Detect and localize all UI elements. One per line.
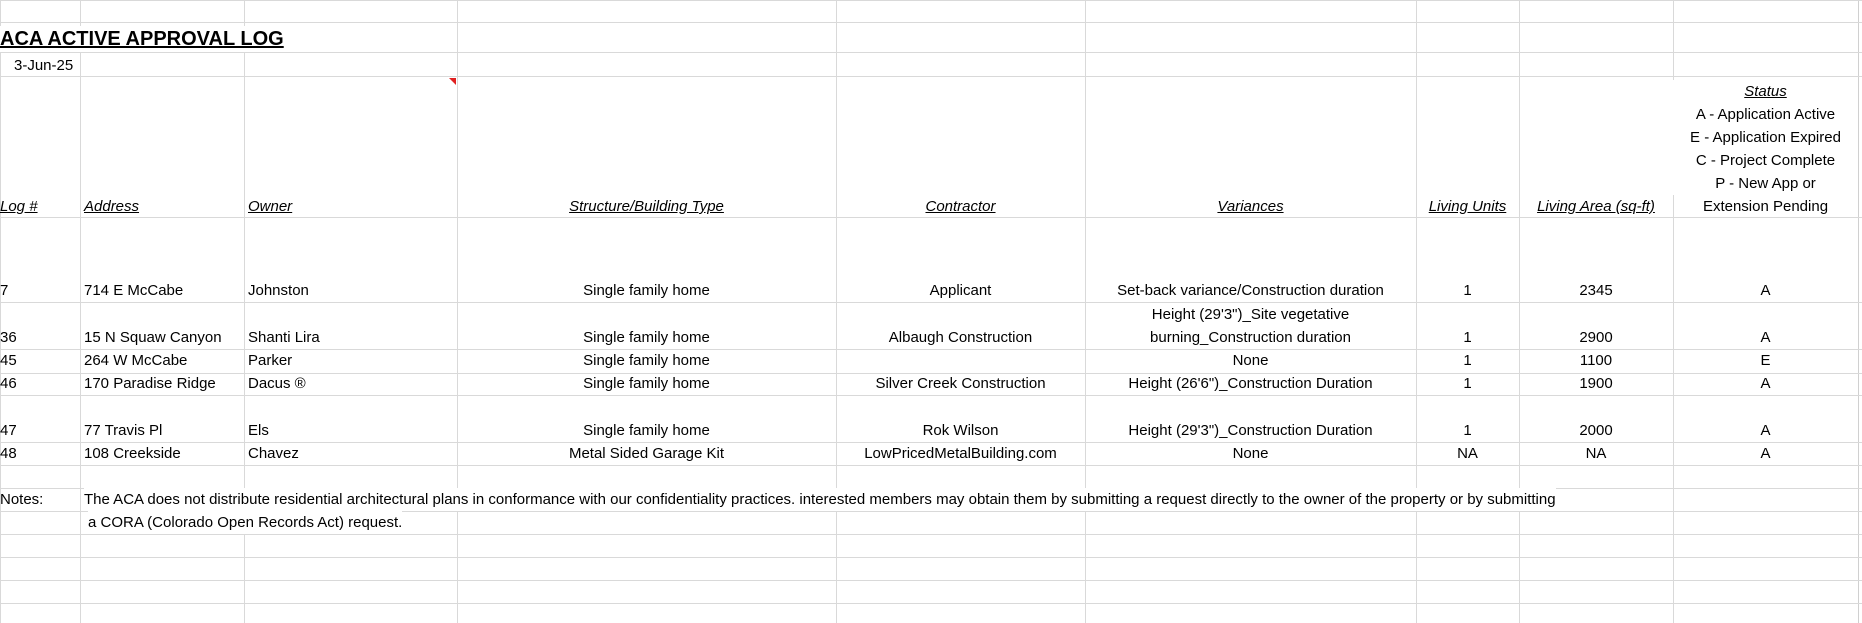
status-legend-line: E - Application Expired: [1673, 126, 1858, 149]
cell-address[interactable]: 77 Travis Pl: [84, 422, 163, 439]
cell-owner[interactable]: Chavez: [248, 445, 299, 462]
grid-line: [0, 22, 1862, 23]
cell-contractor[interactable]: LowPricedMetalBuilding.com: [864, 445, 1057, 462]
grid-line: [0, 76, 1862, 77]
comment-indicator[interactable]: [449, 78, 456, 85]
report-date[interactable]: 3-Jun-25: [14, 57, 74, 74]
cell-living-area[interactable]: 2900: [1579, 329, 1613, 346]
cell-contractor[interactable]: Albaugh Construction: [888, 329, 1033, 346]
cell-variances[interactable]: Height (29'3")_Construction Duration: [1128, 422, 1373, 439]
cell-living-units[interactable]: 1: [1463, 282, 1472, 299]
notes-text-line2[interactable]: a CORA (Colorado Open Records Act) request.: [88, 511, 402, 534]
cell-log[interactable]: 48: [0, 445, 17, 462]
cell-living-area[interactable]: 1100: [1579, 352, 1613, 369]
cell-structure[interactable]: Single family home: [583, 375, 710, 392]
grid-line: [0, 603, 1862, 604]
cell-living-units[interactable]: 1: [1463, 375, 1472, 392]
cell-status[interactable]: A: [1760, 282, 1771, 299]
cell-living-area[interactable]: 1900: [1579, 375, 1613, 392]
notes-text-line1[interactable]: The ACA does not distribute residential architectural plans in conformance with our confidentiality practices. interested members may obtain them by submitting a request directly to the owner of the property or by submitting: [84, 488, 1556, 511]
header-living-units[interactable]: Living Units: [1428, 198, 1507, 215]
grid-line: [80, 0, 81, 623]
status-legend-line: C - Project Complete: [1673, 149, 1858, 172]
cell-variances[interactable]: Height (26'6")_Construction Duration: [1128, 375, 1373, 392]
status-legend-line: Extension Pending: [1702, 198, 1829, 215]
cell-status[interactable]: A: [1760, 422, 1771, 439]
cell-owner[interactable]: Parker: [248, 352, 293, 369]
grid-line: [1519, 0, 1520, 623]
cell-status[interactable]: E: [1760, 352, 1771, 369]
cell-variances[interactable]: None: [1232, 445, 1269, 462]
grid-line: [0, 302, 1862, 303]
grid-line: [457, 0, 458, 623]
cell-log[interactable]: 7: [0, 282, 9, 299]
cell-structure[interactable]: Single family home: [583, 329, 710, 346]
cell-structure[interactable]: Single family home: [583, 352, 710, 369]
cell-variances[interactable]: None: [1232, 352, 1269, 369]
cell-contractor[interactable]: Silver Creek Construction: [875, 375, 1046, 392]
header-living-area[interactable]: Living Area (sq-ft): [1537, 198, 1655, 215]
cell-living-units[interactable]: 1: [1463, 352, 1472, 369]
grid-line: [0, 0, 1862, 1]
cell-log[interactable]: 47: [0, 422, 17, 439]
cell-living-units[interactable]: 1: [1463, 422, 1472, 439]
grid-line: [0, 580, 1862, 581]
cell-owner[interactable]: Johnston: [248, 282, 309, 299]
header-structure[interactable]: Structure/Building Type: [569, 198, 724, 215]
cell-living-units[interactable]: NA: [1457, 445, 1478, 462]
cell-log[interactable]: 45: [0, 352, 17, 369]
cell-address[interactable]: 264 W McCabe: [84, 352, 188, 369]
page-title: ACA ACTIVE APPROVAL LOG: [0, 28, 284, 50]
cell-status[interactable]: A: [1760, 445, 1771, 462]
cell-owner[interactable]: Dacus ®: [248, 375, 306, 392]
grid-line: [836, 0, 837, 623]
cell-log[interactable]: 46: [0, 375, 17, 392]
grid-line: [0, 534, 1862, 535]
cell-living-area[interactable]: NA: [1585, 445, 1607, 462]
cell-variances[interactable]: Set-back variance/Construction duration: [1117, 282, 1384, 299]
cell-address[interactable]: 170 Paradise Ridge: [84, 375, 216, 392]
header-log[interactable]: Log #: [0, 198, 38, 215]
header-variances[interactable]: Variances: [1217, 198, 1284, 215]
cell-living-units[interactable]: 1: [1463, 329, 1472, 346]
cell-status[interactable]: A: [1760, 329, 1771, 346]
cell-status[interactable]: A: [1760, 375, 1771, 392]
grid-line: [0, 557, 1862, 558]
header-owner[interactable]: Owner: [248, 198, 293, 215]
cell-variances-line1[interactable]: Height (29'3")_Site vegetative: [1151, 306, 1350, 323]
grid-line: [0, 395, 1862, 396]
cell-contractor[interactable]: Rok Wilson: [922, 422, 999, 439]
grid-line: [0, 0, 1, 623]
status-legend-line: P - New App or: [1673, 172, 1858, 195]
cell-owner[interactable]: Els: [248, 422, 269, 439]
cell-contractor[interactable]: Applicant: [929, 282, 992, 299]
status-legend-line: A - Application Active: [1673, 103, 1858, 126]
header-status[interactable]: Status: [1673, 80, 1858, 103]
grid-line: [1416, 0, 1417, 623]
header-contractor[interactable]: Contractor: [925, 198, 996, 215]
cell-variances[interactable]: burning_Construction duration: [1150, 329, 1351, 346]
cell-living-area[interactable]: 2345: [1579, 282, 1613, 299]
cell-structure[interactable]: Single family home: [583, 282, 710, 299]
cell-address[interactable]: 714 E McCabe: [84, 282, 184, 299]
cell-owner[interactable]: Shanti Lira: [248, 329, 320, 346]
grid-line: [0, 465, 1862, 466]
header-address[interactable]: Address: [84, 198, 140, 215]
cell-living-area[interactable]: 2000: [1579, 422, 1613, 439]
cell-log[interactable]: 36: [0, 329, 17, 346]
grid-line: [0, 52, 1862, 53]
notes-label[interactable]: Notes:: [0, 491, 44, 508]
cell-structure[interactable]: Single family home: [583, 422, 710, 439]
cell-address[interactable]: 15 N Squaw Canyon: [84, 329, 222, 346]
grid-line: [1858, 0, 1859, 623]
cell-structure[interactable]: Metal Sided Garage Kit: [568, 445, 725, 462]
cell-address[interactable]: 108 Creekside: [84, 445, 181, 462]
